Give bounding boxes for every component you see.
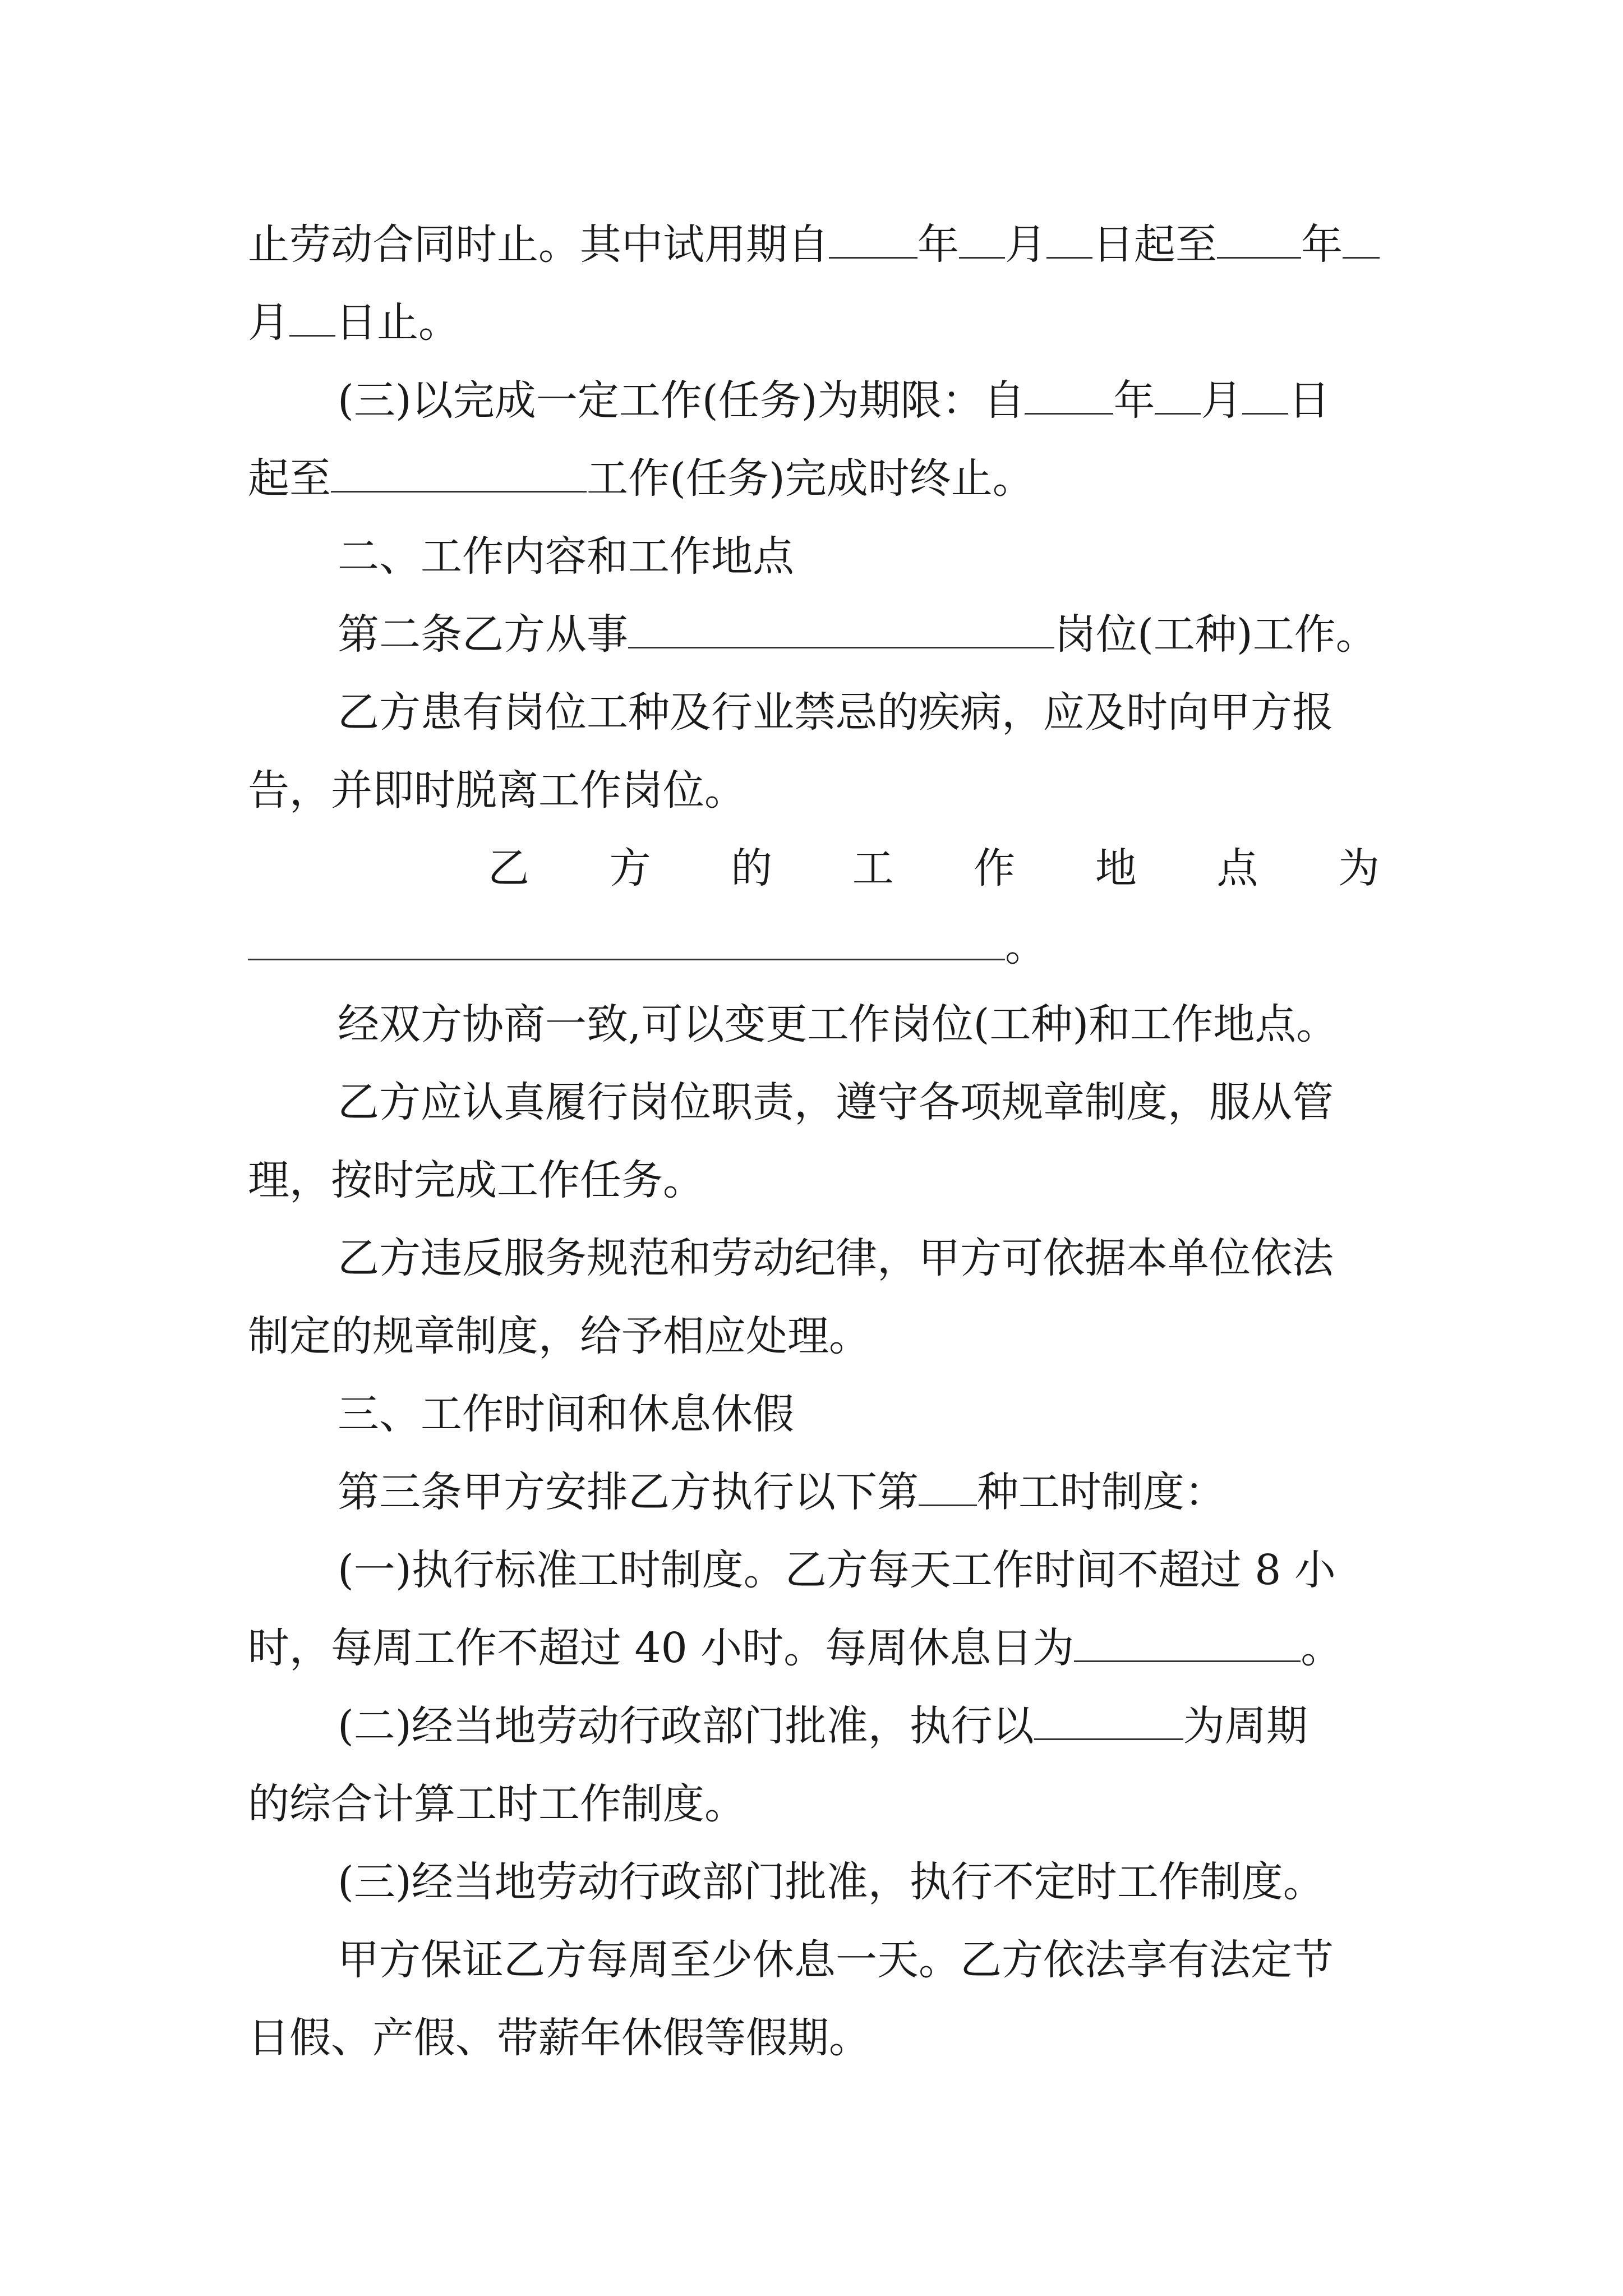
text-line-10 xyxy=(248,907,1392,986)
text-segment: 日止。 xyxy=(335,298,460,347)
text-line-11 xyxy=(338,985,1392,1064)
text-segment: 工作(任务)完成时终止。 xyxy=(587,454,1034,503)
blank-system-number xyxy=(919,1470,977,1506)
text-segment: 。 xyxy=(1301,1624,1343,1672)
text-segment: 月 xyxy=(1005,220,1046,269)
text-segment: 制定的规章制度，给予相应处理。 xyxy=(248,1312,870,1360)
text-segment: 甲方保证乙方每周至少休息一天。乙方依法享有法定节 xyxy=(338,1936,1334,1984)
blank-work-task xyxy=(331,456,587,493)
spread-char: 乙 xyxy=(488,844,529,892)
blank-day xyxy=(289,300,335,337)
text-segment: 为周期 xyxy=(1183,1702,1308,1750)
spread-char: 方 xyxy=(609,844,651,892)
blank-period xyxy=(1034,1704,1183,1740)
text-segment: 告，并即时脱离工作岗位。 xyxy=(248,766,746,815)
text-line-21 xyxy=(248,1765,1392,1843)
text-line-2 xyxy=(248,283,1392,362)
text-segment: (三)以完成一定工作(任务)为期限：自 xyxy=(338,376,1025,425)
text-segment: 种工时制度： xyxy=(977,1468,1226,1516)
text-segment: 年 xyxy=(1301,220,1343,269)
blank-day xyxy=(1242,378,1288,415)
section-heading-3 xyxy=(338,1375,1392,1453)
text-segment: (二)经当地劳动行政部门批准，执行以 xyxy=(338,1702,1034,1750)
section-heading-2 xyxy=(338,517,1392,596)
text-segment: 年 xyxy=(1113,376,1155,425)
text-segment: (三)经当地劳动行政部门批准，执行不定时工作制度。 xyxy=(338,1858,1325,1906)
blank-work-location xyxy=(248,924,1005,960)
text-segment: 日假、产假、带薪年休假等假期。 xyxy=(248,2014,870,2062)
text-segment: 第三条甲方安排乙方执行以下第 xyxy=(338,1468,919,1516)
blank-year xyxy=(829,222,917,259)
text-segment: 月 xyxy=(248,298,289,347)
text-segment: 年 xyxy=(917,220,959,269)
text-segment: 理，按时完成工作任务。 xyxy=(248,1156,704,1204)
text-segment: 乙方违反服务规范和劳动纪律，甲方可依据本单位依法 xyxy=(338,1234,1334,1282)
text-line-17 xyxy=(338,1453,1392,1531)
text-line-3 xyxy=(338,361,1392,440)
text-line-7 xyxy=(338,673,1392,752)
blank-year xyxy=(1217,222,1301,259)
text-segment: 的综合计算工时工作制度。 xyxy=(248,1780,746,1828)
text-segment: 二、工作内容和工作地点 xyxy=(338,532,794,581)
spread-char: 地 xyxy=(1095,844,1137,892)
spread-char: 作 xyxy=(974,844,1016,892)
blank-month xyxy=(1155,378,1201,415)
spread-char: 为 xyxy=(1338,844,1380,892)
text-line-24 xyxy=(248,1999,1392,2077)
text-line-15 xyxy=(248,1297,1392,1375)
blank-month xyxy=(959,222,1005,259)
text-segment: 月 xyxy=(1201,376,1243,425)
text-segment: 。 xyxy=(1005,922,1046,970)
blank-rest-day xyxy=(1074,1626,1301,1662)
text-line-6 xyxy=(338,595,1392,674)
text-segment: 起至 xyxy=(248,454,331,503)
text-line-4 xyxy=(248,439,1392,518)
text-line-12 xyxy=(338,1063,1392,1142)
text-line-1 xyxy=(248,205,1392,284)
blank-year xyxy=(1025,378,1113,415)
text-line-13 xyxy=(248,1141,1392,1220)
text-line-9 xyxy=(488,829,1380,908)
text-segment: 岗位(工种)工作。 xyxy=(1054,610,1377,659)
text-line-20 xyxy=(338,1687,1392,1765)
blank-day xyxy=(1046,222,1092,259)
blank-month xyxy=(1343,222,1380,259)
spread-char: 工 xyxy=(852,844,894,892)
text-segment: 三、工作时间和休息休假 xyxy=(338,1390,794,1438)
text-line-14 xyxy=(338,1219,1392,1297)
text-segment: 经双方协商一致,可以变更工作岗位(工种)和工作地点。 xyxy=(338,1000,1338,1048)
spread-char: 点 xyxy=(1216,844,1258,892)
spread-char: 的 xyxy=(731,844,773,892)
text-segment: 乙方应认真履行岗位职责，遵守各项规章制度，服从管 xyxy=(338,1078,1334,1126)
text-segment: 第二条乙方从事 xyxy=(338,610,628,659)
text-segment: (一)执行标准工时制度。乙方每天工作时间不超过 8 小 xyxy=(338,1546,1336,1594)
text-line-23 xyxy=(338,1921,1392,1999)
text-segment: 时，每周工作不超过 40 小时。每周休息日为 xyxy=(248,1624,1075,1672)
text-segment: 乙方患有岗位工种及行业禁忌的疾病，应及时向甲方报 xyxy=(338,688,1334,737)
text-line-18 xyxy=(338,1531,1392,1609)
blank-position xyxy=(628,612,1054,648)
text-segment: 止劳动合同时止。其中试用期自 xyxy=(248,220,829,269)
text-segment: 日 xyxy=(1288,376,1330,425)
text-line-8 xyxy=(248,751,1392,830)
text-line-19 xyxy=(248,1609,1392,1687)
text-segment: 日起至 xyxy=(1092,220,1217,269)
text-line-22 xyxy=(338,1843,1392,1921)
